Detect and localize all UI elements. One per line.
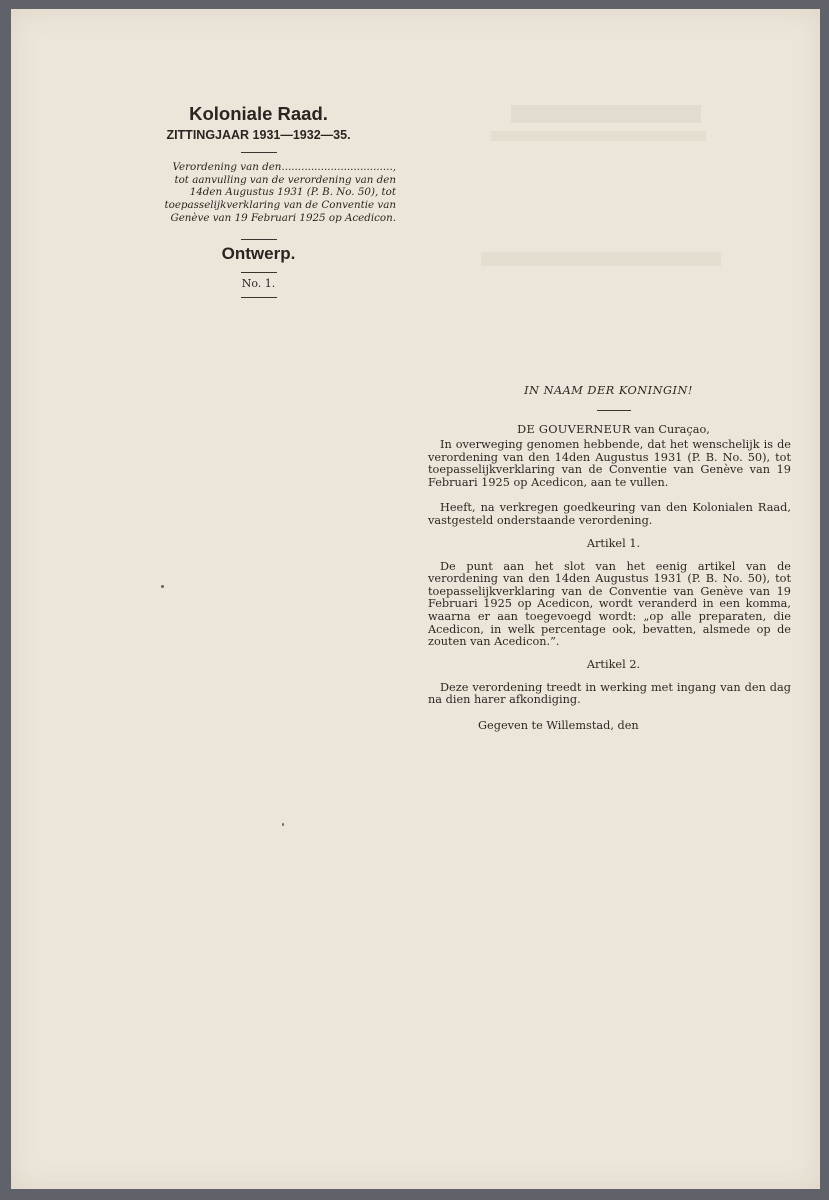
article-2-paragraph <box>428 682 791 707</box>
ordinance-body <box>416 372 791 733</box>
divider <box>241 152 277 153</box>
divider <box>241 272 277 273</box>
draft-label: Ontwerp. <box>221 243 296 263</box>
article-1-paragraph <box>428 561 791 649</box>
article-1-text: De punt aan het slot van het eenig artikel van de verordening van den 14den Augustus 1931 (P. B. No. 50), tot toepasselijkverklaring van de Conventie van Genève van 19 Februari 1925 op Acedicon, wordt veranderd in een komma, waarna er aan toegevoegd wordt: „op alle preparaten, die Acedicon, in welk percentage ook, bevatten, alsmede op de zouten van Acedicon.”. <box>428 559 791 649</box>
considering-text: In overweging genomen hebbende, dat het wenschelijk is de verordening van den 14den Augustus 1931 (P. B. No. 50), tot toepasselijkverklaring van de Conventie van Genève van 19 Februari 1925 op Acedicon, aan te vullen. <box>428 438 791 489</box>
show-through-shadow <box>481 252 721 266</box>
ordinance-description <box>129 161 396 225</box>
description-line: 14den Augustus 1931 (P. B. No. 50), tot <box>189 186 396 199</box>
divider <box>241 297 277 298</box>
session-year: ZITTINGJAAR 1931—1932—35. <box>166 128 351 142</box>
article-1-heading: Artikel 1. <box>586 536 641 550</box>
title-block <box>121 103 396 306</box>
show-through-shadow <box>491 131 706 141</box>
divider <box>241 239 277 240</box>
governor-title: DE GOUVERNEUR <box>517 423 631 436</box>
description-line: tot aanvulling van de verordening van den <box>174 173 396 186</box>
closing-line: Gegeven te Willemstad, den <box>478 718 639 732</box>
article-2-heading: Artikel 2. <box>586 657 641 671</box>
divider <box>597 410 631 411</box>
show-through-shadow <box>511 105 701 123</box>
council-title: Koloniale Raad. <box>189 103 328 124</box>
invocation: IN NAAM DER KONINGIN! <box>524 384 693 397</box>
paper-speck <box>161 585 164 588</box>
enactment-paragraph <box>428 502 791 527</box>
document-page <box>11 9 820 1189</box>
description-line: Genève van 19 Februari 1925 op Acedicon. <box>170 211 396 224</box>
governor-line <box>436 423 791 437</box>
article-2-text: Deze verordening treedt in werking met ingang van den dag na dien harer afkondiging. <box>428 680 791 707</box>
document-number: No. 1. <box>241 276 276 290</box>
description-line: toepasselijkverklaring van de Conventie van <box>164 199 396 212</box>
considering-paragraph <box>428 439 791 489</box>
enactment-text: Heeft, na verkregen goedkeuring van den Kolonialen Raad, vastgesteld onderstaande verordening. <box>428 501 791 527</box>
paper-speck <box>282 823 284 826</box>
description-line: Verordening van den.................................., <box>172 161 396 173</box>
governor-place: van Curaçao, <box>634 423 710 436</box>
